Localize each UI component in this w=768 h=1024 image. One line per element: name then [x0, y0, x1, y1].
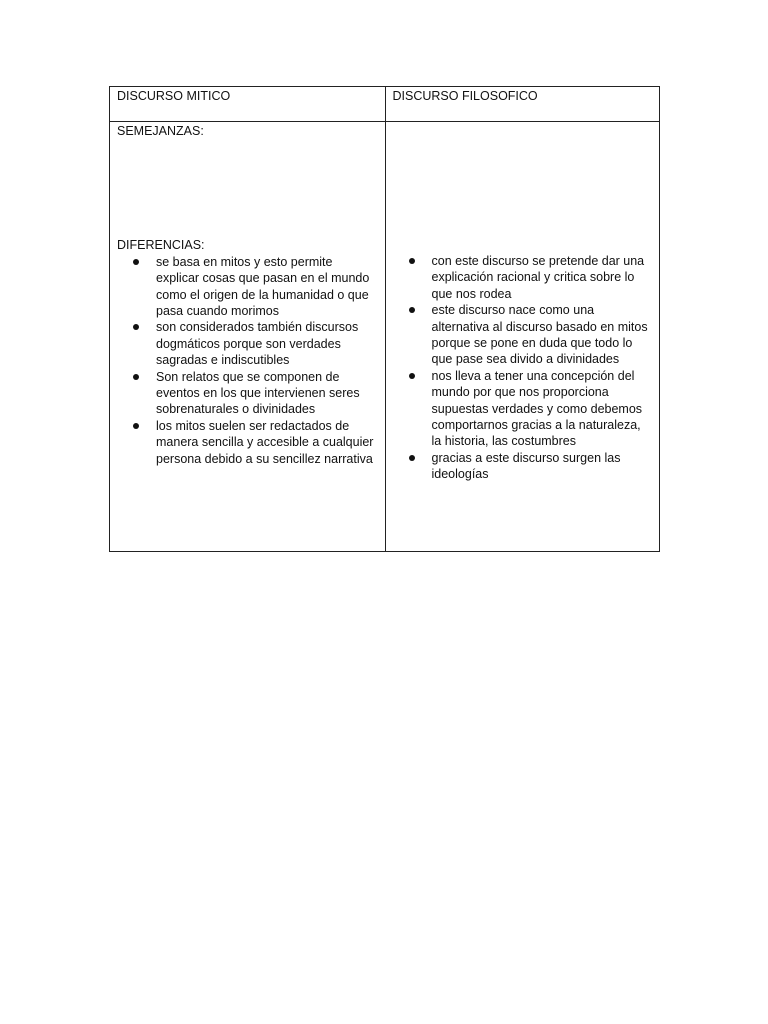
filosofico-empty-space: [393, 123, 652, 253]
list-item: [393, 450, 652, 483]
list-item-text: se basa en mitos y esto permite explicar cosas que pasan en el mundo como el origen de la humanidad o que pasa cuando morimos: [156, 254, 370, 319]
filosofico-cell: [385, 122, 660, 552]
list-item-text: Son relatos que se componen de eventos en los que intervienen seres sobrenaturales o divinidades: [156, 369, 360, 417]
filosofico-bullet-list: [393, 253, 652, 483]
header-row: [110, 87, 660, 122]
semejanzas-label: SEMEJANZAS:: [117, 124, 204, 138]
list-item-text: gracias a este discurso surgen las ideologías: [431, 450, 621, 482]
list-item-text: con este discurso se pretende dar una explicación racional y critica sobre lo que nos rodea: [431, 254, 645, 301]
bullet-icon: [133, 374, 139, 380]
header-filosofico: DISCURSO FILOSOFICO: [385, 87, 660, 122]
bullet-icon: [133, 324, 139, 330]
list-item-text: los mitos suelen ser redactados de manera sencilla y accesible a cualquier persona debido a su sencillez narrativa: [156, 418, 374, 466]
list-item: [117, 369, 377, 418]
mitico-cell: [110, 122, 386, 552]
semejanzas-empty-space: [117, 139, 377, 237]
mitico-bullet-list: [117, 254, 377, 467]
bullet-icon: [409, 373, 415, 379]
list-item-text: son considerados también discursos dogmáticos porque son verdades sagradas e indiscutibles: [156, 320, 359, 368]
bullet-icon: [409, 258, 415, 264]
list-item: [117, 319, 377, 368]
list-item: [393, 253, 652, 302]
comparison-table: [109, 86, 660, 552]
list-item: [393, 368, 652, 450]
bullet-icon: [409, 307, 415, 313]
list-item: [393, 302, 652, 368]
list-item: [117, 418, 377, 467]
bullet-icon: [409, 455, 415, 461]
list-item: [117, 254, 377, 320]
bullet-icon: [133, 259, 139, 265]
list-item-text: nos lleva a tener una concepción del mundo por que nos proporciona supuestas verdades y como debemos comportarnos gracias a la naturaleza, la historia, las costumbres: [431, 368, 643, 449]
bullet-icon: [133, 423, 139, 429]
list-item-text: este discurso nace como una alternativa al discurso basado en mitos porque se pone en duda que todo lo que pase sea divido a divinidades: [431, 303, 648, 367]
diferencias-label: DIFERENCIAS:: [117, 238, 205, 253]
body-row: [110, 122, 660, 552]
header-mitico: DISCURSO MITICO: [110, 87, 386, 122]
